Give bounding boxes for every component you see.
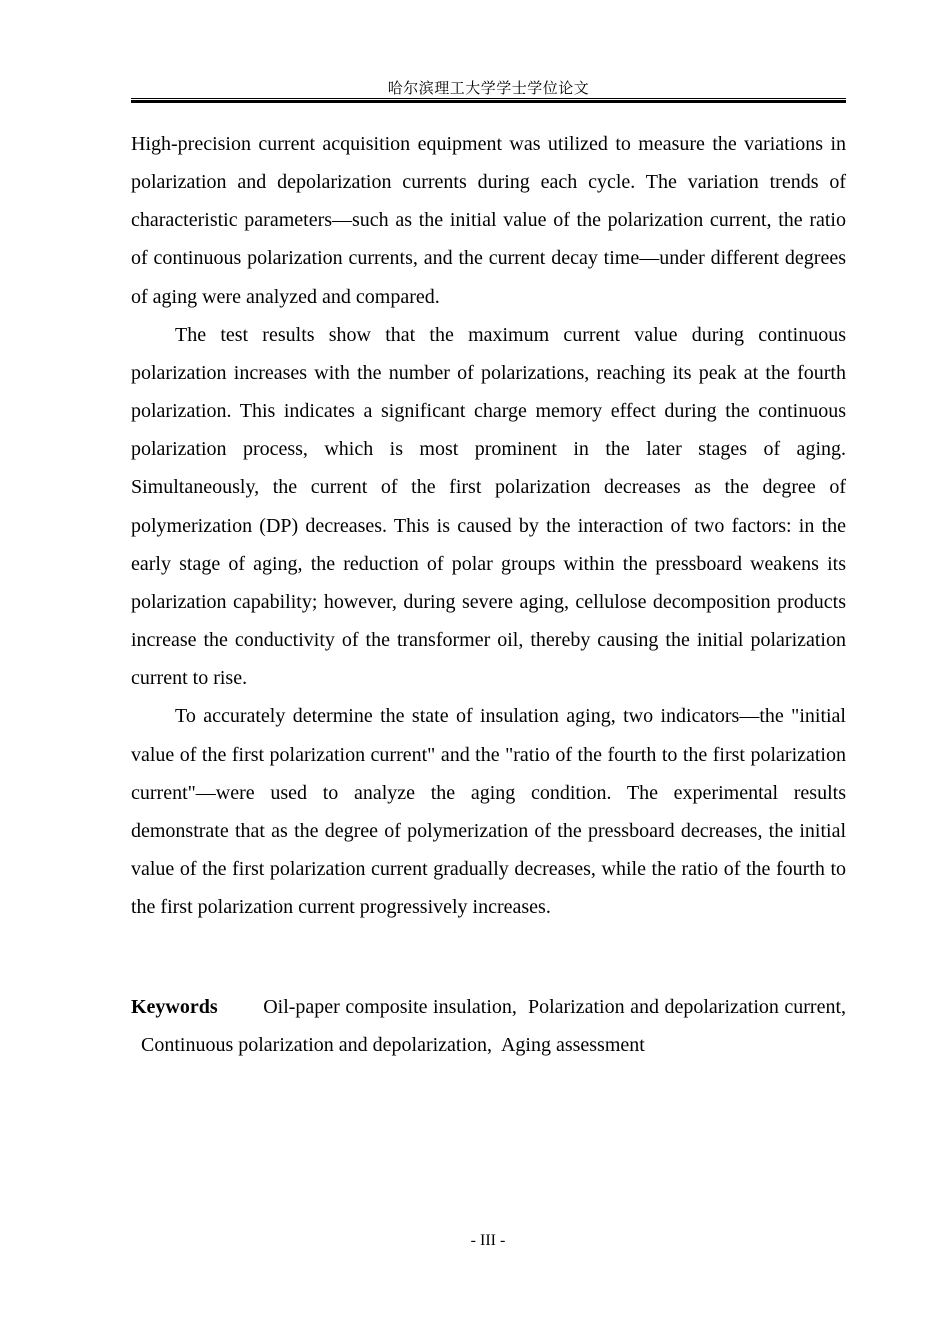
abstract-paragraph-3: To accurately determine the state of insulation aging, two indicators—the "initial value of the first polarization current" and the "ratio of the fourth to the first polarization current"—were used to analyze the aging condition. The experimental results demonstrate that as the degree of polymerization of the pressboard decreases, the initial value of the first polarization current gradually decreases, while the ratio of the fourth to the first polarization current progressively increases. (131, 705, 846, 919)
abstract-paragraph-2: The test results show that the maximum current value during continuous polarization increases with the number of polarizations, reaching its peak at the fourth polarization. This indicates a significant charge memory effect during the continuous polarization process, which is most prominent in the later stages of aging. Simultaneously, the current of the first polarization decreases as the degree of polymerization (DP) decreases. This is caused by the interaction of two factors: in the early stage of aging, the reduction of polar groups within the pressboard weakens its polarization capability; however, during severe aging, cellulose decomposition products increase the conductivity of the transformer oil, thereby causing the initial polarization current to rise. (131, 323, 846, 690)
keywords-label: Keywords (131, 996, 218, 1018)
header-double-rule (131, 98, 846, 103)
keyword-item: Oil-paper composite insulation, (263, 996, 517, 1018)
keyword-item: Continuous polarization and depolarization, (141, 1034, 493, 1057)
keywords-section (131, 988, 846, 1064)
running-header: 哈尔滨理工大学学士学位论文 (387, 79, 590, 97)
keyword-item: Polarization and depolarization current, (527, 996, 847, 1018)
abstract-paragraph-1: High-precision current acquisition equipment was utilized to measure the variations in polarization and depolarization currents during each cycle. The variation trends of characteristic parameters—such as the initial value of the polarization current, the ratio of continuous polarization currents, and the current decay time—under different degrees of aging were analyzed and compared. (131, 133, 846, 308)
page-number: - III - (470, 1232, 506, 1249)
abstract-body (131, 125, 846, 926)
keyword-item: Aging assessment (500, 1034, 645, 1057)
